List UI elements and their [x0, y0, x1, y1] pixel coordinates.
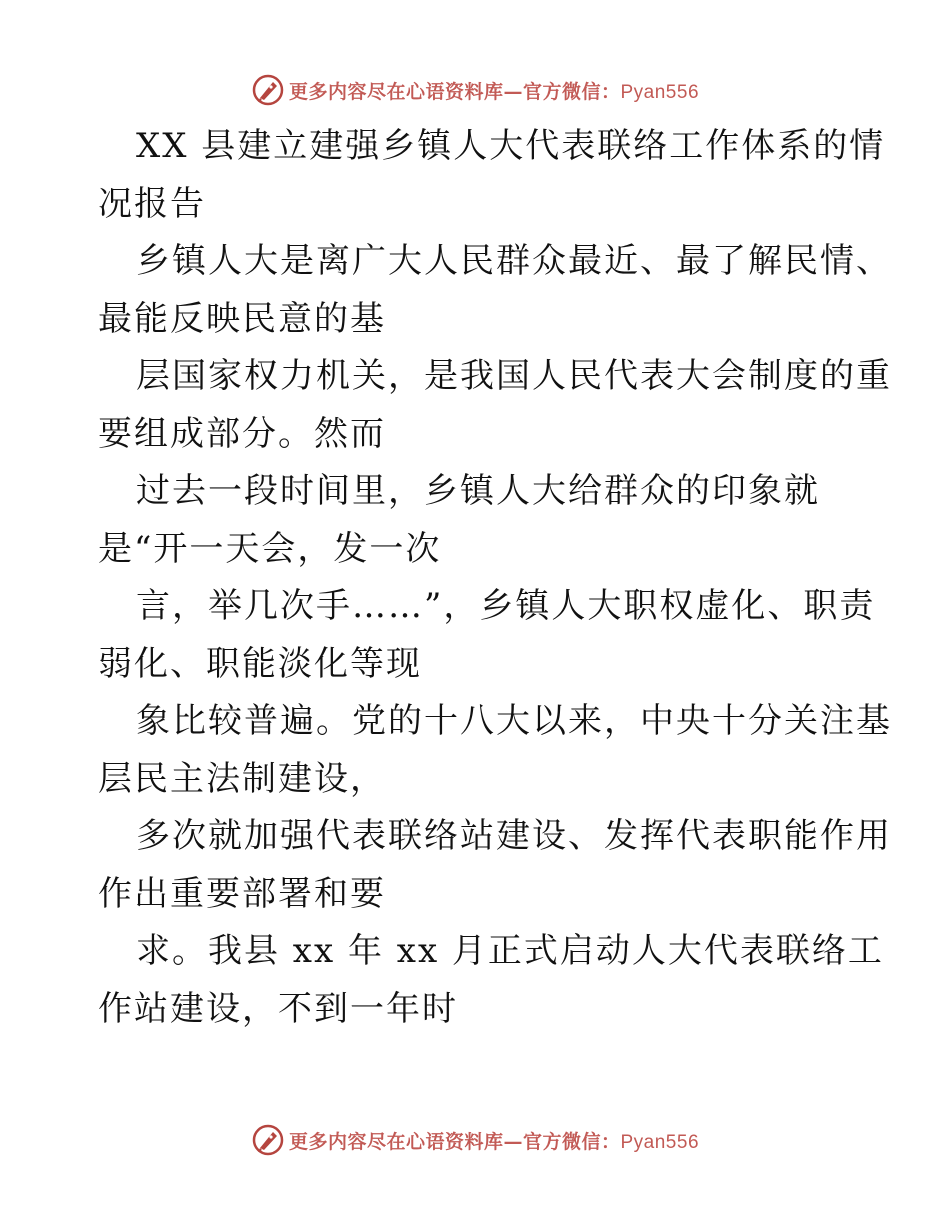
banner-text [289, 1127, 699, 1154]
pen-nib-logo-icon [251, 1123, 285, 1157]
text-line: 多次就加强代表联络站建设、发挥代表职能作用 [136, 816, 892, 856]
text-line: 作出重要部署和要 [98, 873, 386, 914]
text-line: 况报告 [98, 183, 206, 224]
banner-wechat-id: Pyan556 [620, 1131, 700, 1153]
banner-site-text: 更多内容尽在心语资料库— [288, 1130, 523, 1153]
text-line: XX 县建立建强乡镇人大代表联络工作体系的情 [136, 126, 886, 166]
banner-wechat-id: Pyan556 [620, 81, 700, 103]
text-line: 层国家权力机关，是我国人民代表大会制度的重 [136, 356, 892, 396]
text-line: 作站建设，不到一年时 [98, 988, 458, 1029]
text-line: 过去一段时间里，乡镇人大给群众的印象就 [136, 471, 820, 511]
text-line: 乡镇人大是离广大人民群众最近、最了解民情、 [136, 241, 892, 281]
banner-wechat-label: 官方微信： [522, 80, 621, 103]
document-body [98, 118, 892, 1038]
header-banner [0, 70, 950, 110]
text-line: 弱化、职能淡化等现 [98, 643, 422, 684]
banner-text [289, 77, 699, 104]
text-line: 象比较普遍。党的十八大以来，中央十分关注基 [136, 701, 892, 741]
text-line: 层民主法制建设， [98, 758, 386, 799]
footer-banner [0, 1120, 950, 1160]
text-line: 最能反映民意的基 [98, 298, 386, 339]
text-line: 要组成部分。然而 [98, 413, 386, 454]
banner-site-text: 更多内容尽在心语资料库— [288, 80, 523, 103]
text-line: 求。我县 xx 年 xx 月正式启动人大代表联络工 [136, 931, 884, 971]
pen-nib-logo-icon [251, 73, 285, 107]
banner-wechat-label: 官方微信： [522, 1130, 621, 1153]
text-line: 是“开一天会，发一次 [98, 528, 442, 569]
text-line: 言，举几次手……”，乡镇人大职权虚化、职责 [136, 586, 876, 626]
